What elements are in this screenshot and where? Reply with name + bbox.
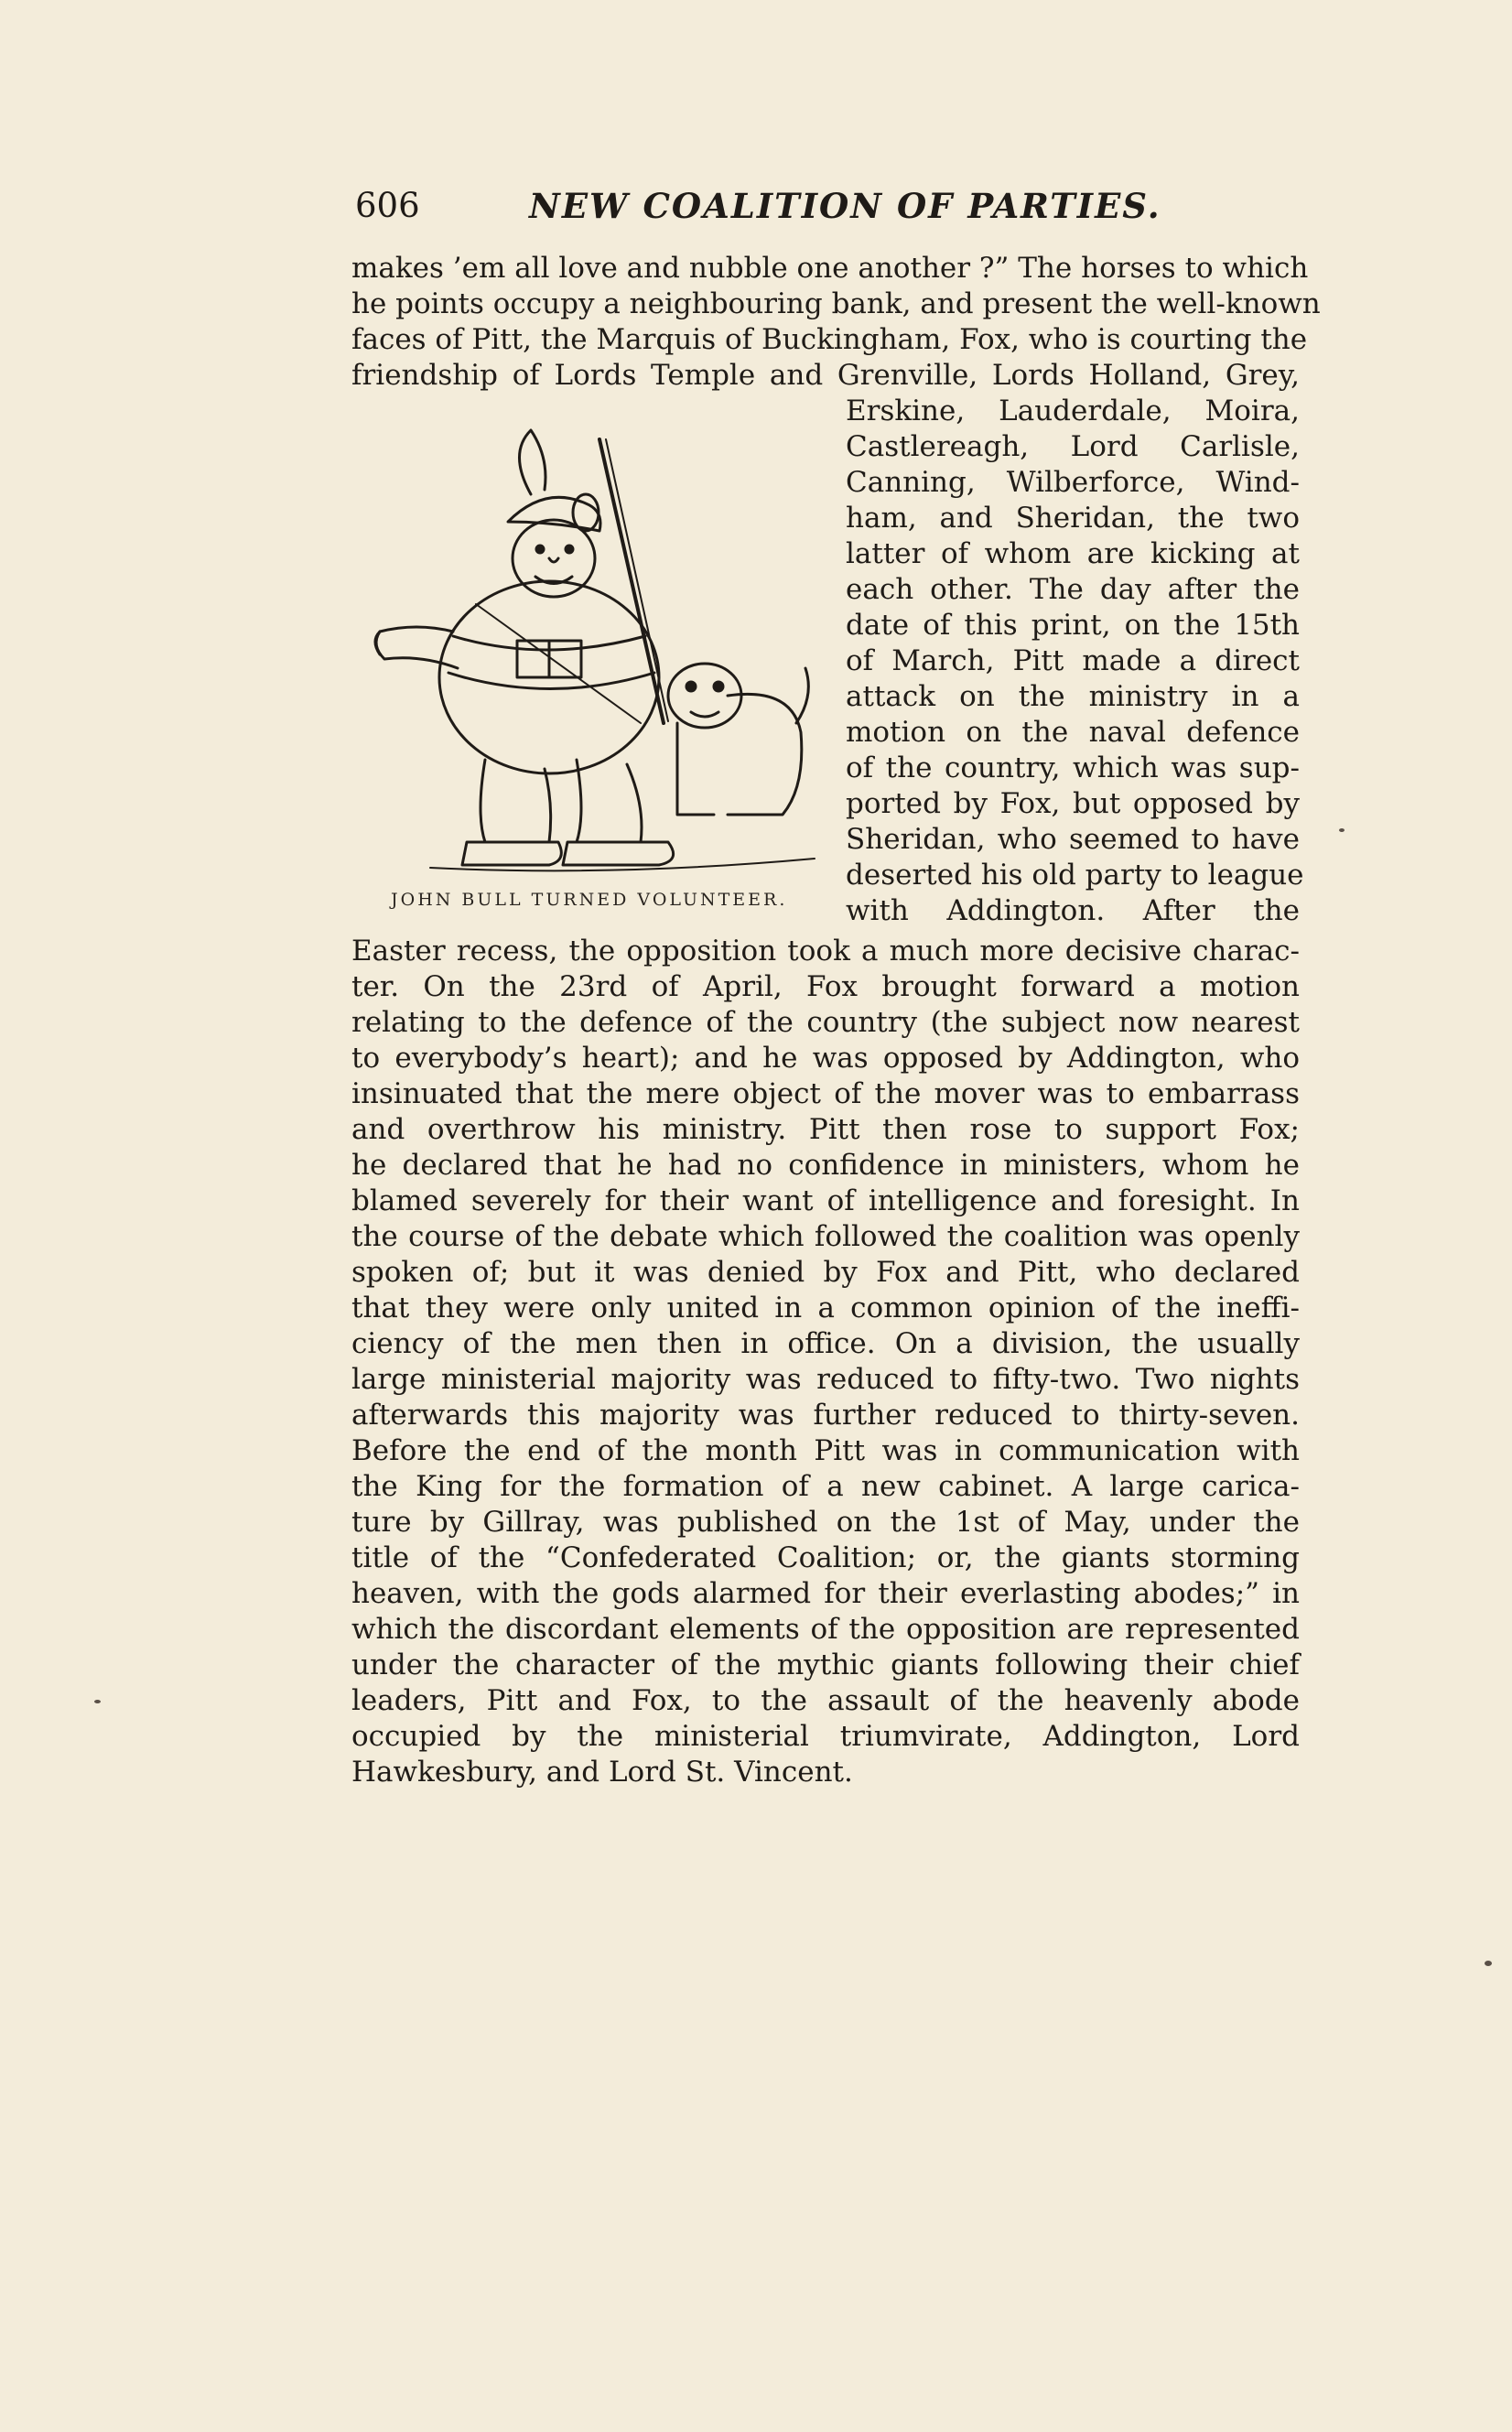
text-line: under the character of the mythic giants following their chief: [351, 1648, 1300, 1681]
text-line: Castlereagh, Lord Carlisle,: [846, 430, 1300, 463]
text-line: which the discordant elements of the opposition are represented: [351, 1613, 1300, 1646]
text-line: ture by Gillray, was published on the 1st of May, under the: [351, 1506, 1300, 1539]
text-line: of March, Pitt made a direct: [846, 644, 1300, 677]
text-line: blamed severely for their want of intelligence and foresight. In: [351, 1184, 1300, 1217]
running-title: NEW COALITION OF PARTIES.: [529, 186, 1161, 226]
text-line: with Addington. After the: [846, 894, 1300, 927]
text-line: makes ’em all love and nubble one another ?” The horses to which: [351, 252, 1309, 285]
page-number: 606: [355, 186, 420, 225]
text-line: that they were only united in a common opinion of the ineffi-: [351, 1292, 1300, 1324]
text-line: date of this print, on the 15th: [846, 609, 1300, 642]
text-line: he points occupy a neighbouring bank, and present the well-known: [351, 287, 1321, 320]
text-line: ham, and Sheridan, the two: [846, 502, 1300, 535]
text-line: large ministerial majority was reduced to fifty-two. Two nights: [351, 1363, 1300, 1396]
text-line: he declared that he had no confidence in ministers, whom he: [351, 1149, 1300, 1182]
text-line: Hawkesbury, and Lord St. Vincent.: [351, 1756, 853, 1789]
text-line: and overthrow his ministry. Pitt then rose to support Fox;: [351, 1113, 1300, 1146]
paper-speck: [94, 1700, 101, 1703]
text-line: Before the end of the month Pitt was in communication with: [351, 1434, 1300, 1467]
running-head: [355, 186, 1270, 232]
figure-caption: JOHN BULL TURNED VOLUNTEER.: [391, 890, 788, 910]
text-line: Easter recess, the opposition took a much more decisive charac-: [351, 935, 1300, 967]
text-line: the course of the debate which followed the coalition was openly: [351, 1220, 1300, 1253]
text-line: faces of Pitt, the Marquis of Buckingham, Fox, who is courting the: [351, 323, 1308, 356]
text-line: deserted his old party to league: [846, 859, 1304, 892]
text-line: Erskine, Lauderdale, Moira,: [846, 395, 1300, 427]
text-line: Sheridan, who seemed to have: [846, 823, 1300, 856]
text-line: of the country, which was sup-: [846, 751, 1300, 784]
text-line: the King for the formation of a new cabinet. A large carica-: [351, 1470, 1300, 1503]
text-line: spoken of; but it was denied by Fox and Pitt, who declared: [351, 1256, 1300, 1289]
text-line: each other. The day after the: [846, 573, 1300, 606]
text-line: leaders, Pitt and Fox, to the assault of the heavenly abode: [351, 1684, 1300, 1717]
text-line: Canning, Wilberforce, Wind-: [846, 466, 1300, 499]
text-line: afterwards this majority was further reduced to thirty-seven.: [351, 1399, 1300, 1432]
text-line: ter. On the 23rd of April, Fox brought forward a motion: [351, 970, 1300, 1003]
text-line: relating to the defence of the country (the subject now nearest: [351, 1006, 1300, 1039]
text-line: attack on the ministry in a: [846, 680, 1300, 713]
paper-speck: [1339, 828, 1345, 832]
john-bull-illustration: [366, 421, 842, 879]
text-line: heaven, with the gods alarmed for their everlasting abodes;” in: [351, 1577, 1300, 1610]
text-line: insinuated that the mere object of the mover was to embarrass: [351, 1077, 1300, 1110]
text-line: friendship of Lords Temple and Grenville, Lords Holland, Grey,: [351, 359, 1300, 392]
text-line: latter of whom are kicking at: [846, 537, 1300, 570]
paper-speck: [1485, 1961, 1492, 1966]
text-line: ciency of the men then in office. On a division, the usually: [351, 1327, 1300, 1360]
text-line: ported by Fox, but opposed by: [846, 787, 1300, 820]
text-line: to everybody’s heart); and he was opposed by Addington, who: [351, 1042, 1300, 1075]
text-line: motion on the naval defence: [846, 716, 1300, 749]
text-line: occupied by the ministerial triumvirate, Addington, Lord: [351, 1720, 1300, 1753]
text-line: title of the “Confederated Coalition; or, the giants storming: [351, 1541, 1300, 1574]
